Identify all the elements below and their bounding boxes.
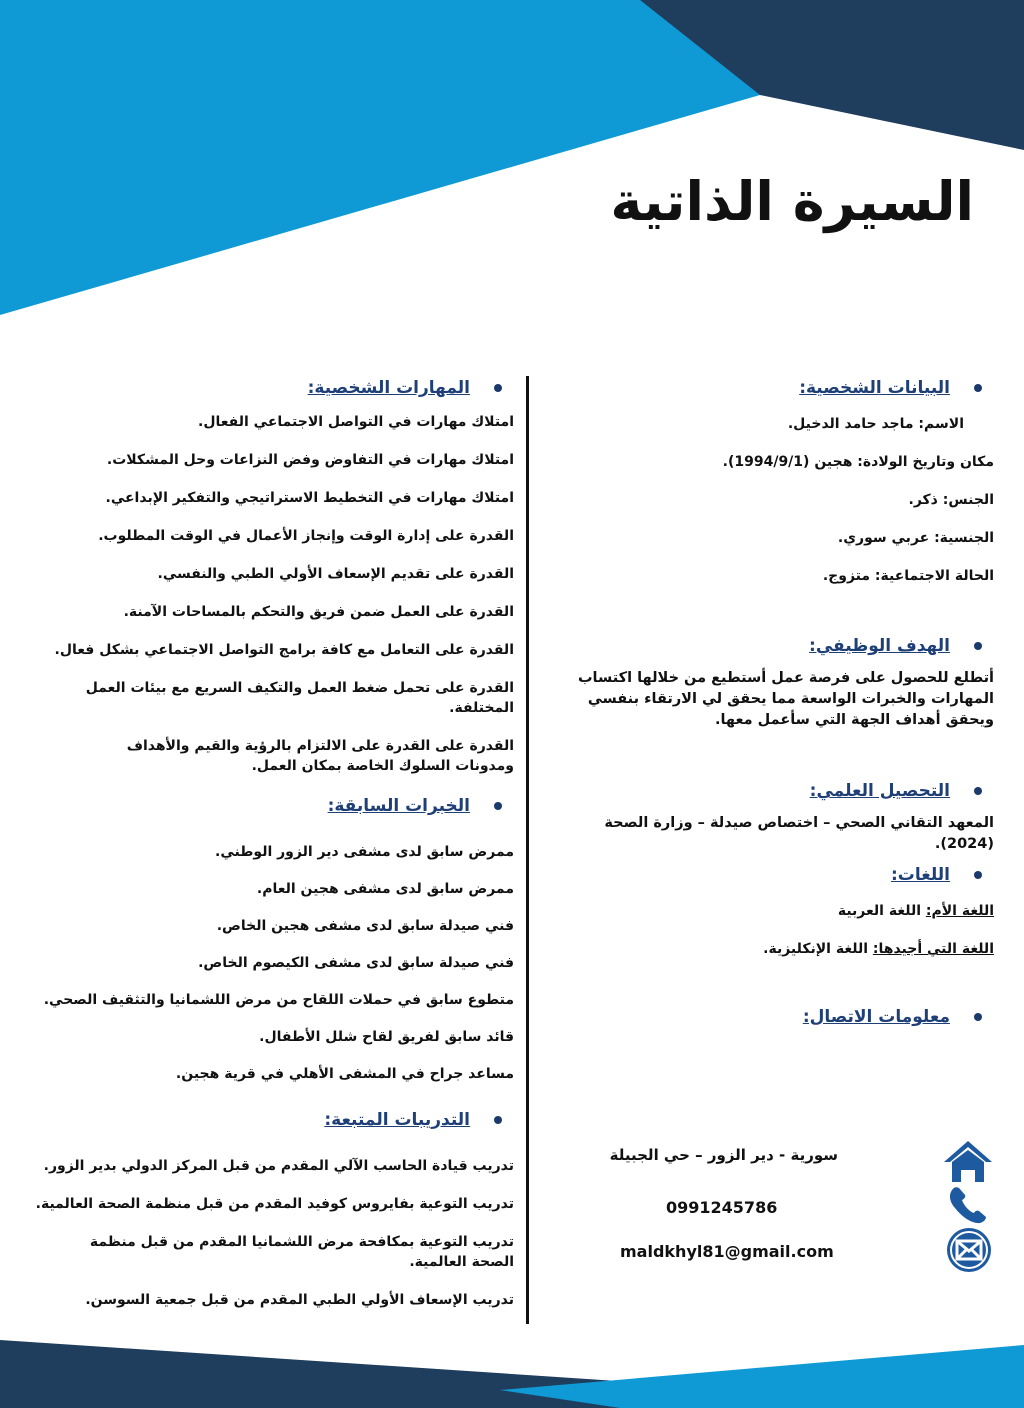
- bullet-icon: [494, 1116, 502, 1124]
- language-second-value: اللغة الإنكليزية.: [763, 941, 869, 957]
- list-item: القدرة على العمل ضمن فريق والتحكم بالمساحات الآمنة.: [123, 604, 514, 620]
- mail-icon: [945, 1226, 993, 1274]
- education-heading: [554, 781, 994, 801]
- skills-heading-text: المهارات الشخصية:: [307, 378, 470, 398]
- language-native-label: اللغة الأم:: [925, 903, 994, 919]
- bullet-icon: [974, 1013, 982, 1021]
- training-list: [34, 1156, 514, 1310]
- personal-birth: مكان وتاريخ الولادة: هجين (1994/9/1).: [722, 454, 994, 470]
- personal-heading: [554, 378, 994, 398]
- list-item: تدريب التوعية بمكافحة مرض اللشمانيا المقدم من قبل منظمة الصحة العالمية.: [89, 1234, 514, 1270]
- list-item: القدرة على القدرة على الالتزام بالرؤية والقيم والأهداف ومدونات السلوك الخاصة بمكان العمل.: [126, 738, 514, 774]
- list-item: القدرة على إدارة الوقت وإنجاز الأعمال في الوقت المطلوب.: [98, 528, 514, 544]
- language-native-value: اللغة العربية: [837, 903, 921, 919]
- education-text: المعهد التقاني الصحي – اختصاص صيدلة – وزارة الصحة (2024).: [604, 815, 994, 852]
- contact-email[interactable]: maldkhyl81@gmail.com: [620, 1242, 834, 1261]
- contact-phone[interactable]: 0991245786: [666, 1198, 778, 1217]
- contact-heading: [554, 1007, 994, 1027]
- phone-icon: [946, 1186, 990, 1226]
- bullet-icon: [974, 871, 982, 879]
- bullet-icon: [974, 787, 982, 795]
- contact-heading-text: معلومات الاتصال:: [802, 1007, 950, 1027]
- training-heading: [34, 1110, 514, 1130]
- language-second-label: اللغة التي أجيدها:: [872, 941, 994, 957]
- experience-heading-text: الخبرات السابقة:: [327, 796, 470, 816]
- bullet-icon: [494, 802, 502, 810]
- language-native: [554, 901, 994, 921]
- bullet-icon: [494, 384, 502, 392]
- list-item: تدريب التوعية بفايروس كوفيد المقدم من قبل منظمة الصحة العالمية.: [35, 1196, 514, 1212]
- home-icon: [942, 1138, 994, 1184]
- skills-heading: [34, 378, 514, 398]
- personal-marital: الحالة الاجتماعية: متزوج.: [822, 568, 994, 584]
- list-item: امتلاك مهارات في التخطيط الاستراتيجي والتفكير الإبداعي.: [105, 490, 514, 506]
- list-item: قائد سابق لفريق لقاح شلل الأطفال.: [259, 1029, 514, 1045]
- right-column: [554, 378, 994, 1027]
- list-item: متطوع سابق في حملات اللقاح من مرض اللشمانيا والتثقيف الصحي.: [43, 992, 514, 1008]
- experience-heading: [34, 796, 514, 816]
- bullet-icon: [974, 642, 982, 650]
- skills-list: [34, 412, 514, 776]
- list-item: القدرة على تقديم الإسعاف الأولي الطبي والنفسي.: [157, 566, 514, 582]
- experience-list: [34, 842, 514, 1084]
- personal-heading-text: البيانات الشخصية:: [799, 378, 950, 398]
- list-item: امتلاك مهارات في التواصل الاجتماعي الفعال.: [198, 414, 514, 430]
- list-item: ممرض سابق لدى مشفى هجين العام.: [256, 881, 514, 897]
- languages-heading-text: اللغات:: [890, 865, 950, 885]
- list-item: القدرة على التعامل مع كافة برامج التواصل الاجتماعي بشكل فعال.: [54, 642, 514, 658]
- language-second: [554, 939, 994, 959]
- list-item: فني صيدلة سابق لدى مشفى هجين الخاص.: [216, 918, 514, 934]
- column-divider: [526, 376, 529, 1324]
- list-item: تدريب الإسعاف الأولي الطبي المقدم من قبل جمعية السوسن.: [85, 1292, 514, 1308]
- list-item: ممرض سابق لدى مشفى دير الزور الوطني.: [215, 844, 514, 860]
- list-item: امتلاك مهارات في التفاوض وفض النزاعات وحل المشكلات.: [106, 452, 514, 468]
- list-item: القدرة على تحمل ضغط العمل والتكيف السريع مع بيئات العمل المختلفة.: [85, 680, 514, 716]
- objective-heading-text: الهدف الوظيفي:: [809, 636, 950, 656]
- training-heading-text: التدريبات المتبعة:: [324, 1110, 470, 1130]
- page-title: السيرة الذاتية: [610, 170, 974, 233]
- personal-nationality: الجنسية: عربي سوري.: [837, 530, 994, 546]
- bullet-icon: [974, 384, 982, 392]
- top-blue-shape: [0, 0, 760, 315]
- objective-heading: [554, 636, 994, 656]
- left-column: [34, 378, 514, 1310]
- languages-heading: [554, 865, 994, 885]
- list-item: تدريب قيادة الحاسب الآلي المقدم من قبل المركز الدولي بدير الزور.: [43, 1158, 514, 1174]
- personal-gender: الجنس: ذكر.: [908, 492, 994, 508]
- list-item: مساعد جراح في المشفى الأهلي في قرية هجين.: [175, 1066, 514, 1082]
- objective-text: أتطلع للحصول على فرصة عمل أستطيع من خلالها اكتساب المهارات والخبرات الواسعة مما يحقق لي الارتقاء بنفسي ويحقق أهداف الجهة التي سأعمل معها.: [577, 670, 994, 728]
- list-item: فني صيدلة سابق لدى مشفى الكيصوم الخاص.: [198, 955, 514, 971]
- bottom-blue-shape: [500, 1345, 1024, 1408]
- personal-name: الاسم: ماجد حامد الدخيل.: [787, 416, 964, 432]
- contact-address: سورية - دير الزور – حي الجبيلة: [609, 1146, 838, 1164]
- education-heading-text: التحصيل العلمي:: [809, 781, 950, 801]
